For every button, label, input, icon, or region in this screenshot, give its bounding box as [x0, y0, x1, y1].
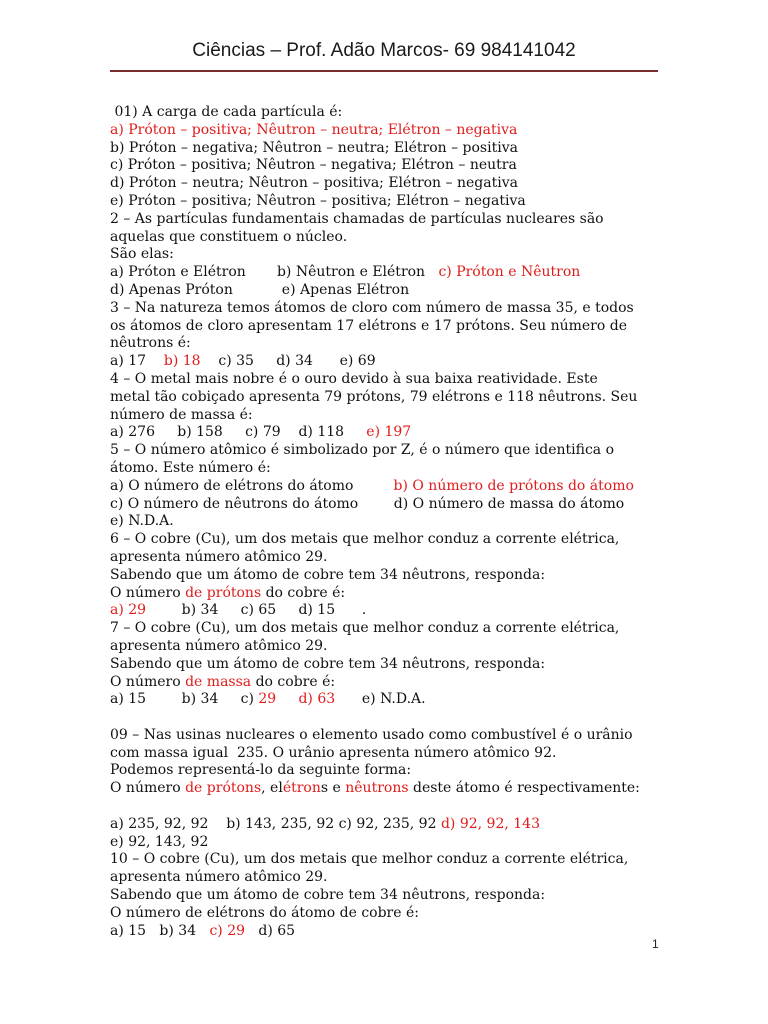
- text-line: [110, 140, 670, 158]
- text-line: [110, 335, 670, 353]
- text-line: [110, 193, 670, 211]
- text-line: [110, 709, 670, 727]
- text-segment: átomo. Este número é:: [110, 459, 271, 476]
- text-line: [110, 246, 670, 264]
- highlighted-answer: c) 29: [209, 922, 246, 939]
- highlighted-answer: de prótons: [185, 780, 262, 797]
- text-line: [110, 104, 670, 122]
- text-segment: com massa igual 235. O urânio apresenta número atômico 92.: [110, 744, 557, 761]
- text-line: [110, 780, 670, 798]
- text-segment: b) 34 c) 65 d) 15 .: [146, 602, 367, 619]
- text-line: [110, 157, 670, 175]
- text-segment: e) 92, 143, 92: [110, 833, 209, 850]
- text-line: [110, 620, 670, 638]
- text-segment: apresenta número atômico 29.: [110, 637, 328, 654]
- text-segment: [276, 691, 298, 707]
- text-line: [110, 887, 670, 905]
- text-segment: e) Próton – positiva; Nêutron – positiva; Elétron – negativa: [110, 192, 526, 209]
- text-segment: a) 15 b) 34 c): [110, 691, 259, 708]
- text-segment: e) N.D.A.: [335, 691, 426, 708]
- text-line: [110, 567, 670, 585]
- text-segment: 4 – O metal mais nobre é o ouro devido à sua baixa reatividade. Este: [110, 370, 598, 387]
- text-line: [110, 460, 670, 478]
- highlighted-answer: d) 63: [298, 691, 336, 708]
- text-segment: Sabendo que um átomo de cobre tem 34 nêutrons, responda:: [110, 887, 546, 904]
- highlighted-answer: a) 29: [110, 602, 147, 619]
- text-segment: O número de elétrons do átomo de cobre é:: [110, 904, 419, 921]
- text-segment: a) 15 b) 34: [110, 922, 210, 939]
- text-segment: apresenta número atômico 29.: [110, 869, 328, 886]
- text-segment: São elas:: [110, 246, 174, 263]
- text-segment: 01) A carga de cada partícula é:: [110, 104, 343, 120]
- text-line: [110, 389, 670, 407]
- text-segment: 2 – As partículas fundamentais chamadas de partículas nucleares são: [110, 210, 604, 227]
- text-line: [110, 638, 670, 656]
- page-number: 1: [652, 937, 659, 951]
- text-line: [110, 531, 670, 549]
- text-line: [110, 585, 670, 603]
- text-segment: deste átomo é respectivamente:: [408, 780, 640, 797]
- text-segment: O número: [110, 584, 186, 601]
- text-line: [110, 745, 670, 763]
- text-line: [110, 762, 670, 780]
- highlighted-answer: e) 197: [366, 424, 412, 441]
- text-segment: a) Próton e Elétron b) Nêutron e Elétron: [110, 264, 439, 281]
- text-segment: 5 – O número atômico é simbolizado por Z, é o número que identifica o: [110, 442, 615, 459]
- text-segment: O número: [110, 673, 186, 690]
- text-line: [110, 229, 670, 247]
- text-segment: e) N.D.A.: [110, 513, 174, 530]
- text-segment: d) Próton – neutra; Nêutron – positiva; Elétron – negativa: [110, 175, 518, 192]
- text-segment: c) Próton – positiva; Nêutron – negativa; Elétron – neutra: [110, 157, 517, 174]
- text-line: [110, 923, 670, 941]
- highlighted-answer: de massa: [185, 673, 252, 690]
- text-line: [110, 905, 670, 923]
- text-line: [110, 264, 670, 282]
- text-line: [110, 478, 670, 496]
- text-segment: Sabendo que um átomo de cobre tem 34 nêutrons, responda:: [110, 566, 546, 583]
- text-line: [110, 798, 670, 816]
- text-segment: a) O número de elétrons do átomo: [110, 477, 394, 494]
- highlighted-answer: étron: [282, 780, 321, 797]
- text-segment: d) Apenas Próton e) Apenas Elétron: [110, 281, 410, 298]
- text-line: [110, 300, 670, 318]
- text-segment: Sabendo que um átomo de cobre tem 34 nêutrons, responda:: [110, 655, 546, 672]
- text-segment: O número: [110, 780, 186, 797]
- text-segment: 6 – O cobre (Cu), um dos metais que melhor conduz a corrente elétrica,: [110, 531, 620, 548]
- text-segment: os átomos de cloro apresentam 17 elétrons e 17 prótons. Seu número de: [110, 317, 627, 334]
- text-segment: c) O número de nêutrons do átomo d) O número de massa do átomo: [110, 495, 625, 512]
- text-line: [110, 727, 670, 745]
- text-line: [110, 834, 670, 852]
- highlighted-answer: b) 18: [163, 353, 201, 370]
- text-segment: d) 65: [245, 922, 296, 939]
- text-line: [110, 549, 670, 567]
- text-segment: Podemos representá-lo da seguinte forma:: [110, 762, 412, 779]
- text-line: [110, 851, 670, 869]
- highlighted-answer: c) Próton e Nêutron: [438, 264, 581, 281]
- text-segment: 3 – Na natureza temos átomos de cloro com número de massa 35, e todos: [110, 299, 634, 316]
- text-segment: metal tão cobiçado apresenta 79 prótons, 79 elétrons e 118 nêutrons. Seu: [110, 388, 638, 405]
- text-line: [110, 407, 670, 425]
- text-line: [110, 211, 670, 229]
- text-line: [110, 602, 670, 620]
- text-line: [110, 869, 670, 887]
- text-segment: 7 – O cobre (Cu), um dos metais que melhor conduz a corrente elétrica,: [110, 620, 620, 637]
- text-segment: do cobre é:: [261, 584, 346, 601]
- text-line: [110, 353, 670, 371]
- text-segment: do cobre é:: [251, 673, 336, 690]
- text-segment: aquelas que constituem o núcleo.: [110, 228, 348, 245]
- text-segment: a) 17: [110, 353, 164, 370]
- text-segment: b) Próton – negativa; Nêutron – neutra; Elétron – positiva: [110, 139, 518, 156]
- text-segment: c) 35 d) 34 e) 69: [200, 353, 376, 370]
- text-segment: número de massa é:: [110, 406, 253, 423]
- highlighted-answer: d) 92, 92, 143: [440, 815, 540, 832]
- text-line: [110, 691, 670, 709]
- text-line: [110, 122, 670, 140]
- text-segment: a) 276 b) 158 c) 79 d) 118: [110, 424, 367, 441]
- text-line: [110, 371, 670, 389]
- text-segment: 10 – O cobre (Cu), um dos metais que melhor conduz a corrente elétrica,: [110, 851, 629, 868]
- highlighted-answer: nêutrons: [345, 780, 409, 797]
- text-line: [110, 496, 670, 514]
- header-divider: [110, 70, 658, 72]
- text-segment: nêutrons é:: [110, 335, 191, 352]
- text-segment: s e: [320, 780, 346, 797]
- text-line: [110, 318, 670, 336]
- highlighted-answer: b) O número de prótons do átomo: [393, 477, 634, 494]
- text-line: [110, 816, 670, 834]
- text-segment: 09 – Nas usinas nucleares o elemento usado como combustível é o urânio: [110, 726, 633, 743]
- text-line: [110, 674, 670, 692]
- document-body: [110, 104, 670, 940]
- text-line: [110, 282, 670, 300]
- text-line: [110, 442, 670, 460]
- text-line: [110, 656, 670, 674]
- highlighted-answer: 29: [258, 691, 277, 708]
- text-line: [110, 175, 670, 193]
- text-segment: apresenta número atômico 29.: [110, 548, 328, 565]
- text-segment: a) 235, 92, 92 b) 143, 235, 92 c) 92, 235, 92: [110, 815, 441, 832]
- text-line: [110, 513, 670, 531]
- text-segment: , el: [261, 780, 283, 797]
- page-header: Ciências – Prof. Adão Marcos- 69 984141042: [192, 40, 576, 61]
- text-line: [110, 424, 670, 442]
- highlighted-answer: a) Próton – positiva; Nêutron – neutra; Elétron – negativa: [110, 121, 518, 138]
- highlighted-answer: de prótons: [185, 584, 262, 601]
